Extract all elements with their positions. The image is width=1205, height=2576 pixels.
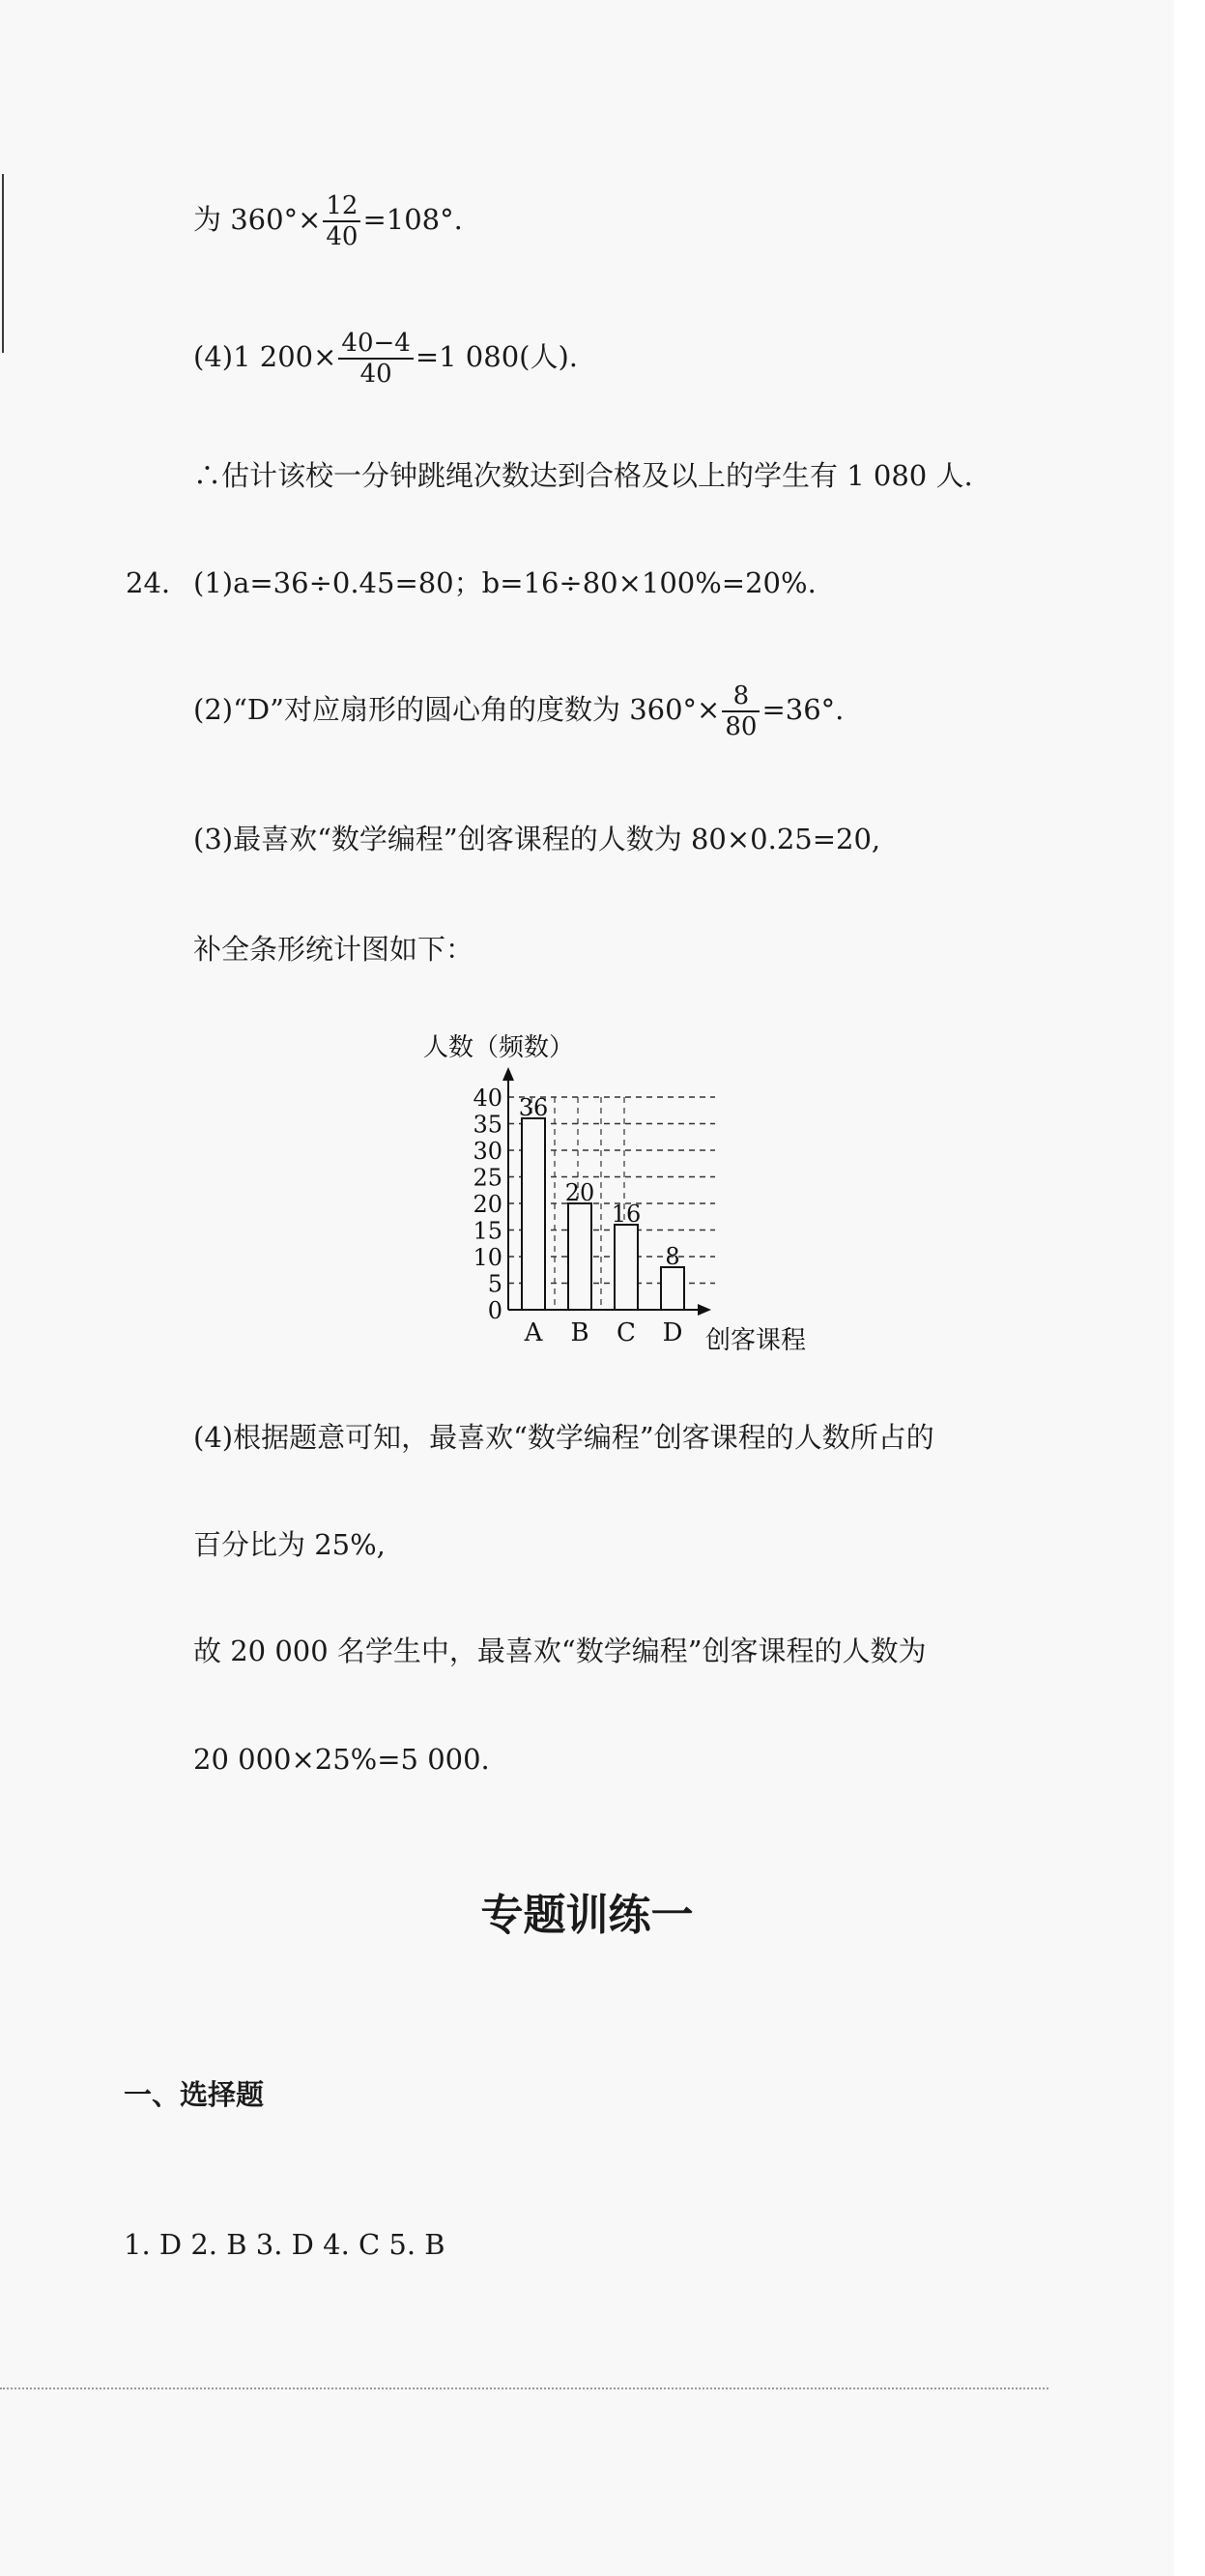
y-tick-label: 30 [473, 1138, 502, 1165]
question-number-24: 24. [126, 566, 171, 599]
y-tick-label: 0 [487, 1297, 502, 1324]
answer-line-complete-chart: 补全条形统计图如下： [193, 933, 474, 966]
fraction-8-80 [722, 681, 760, 741]
fraction-12-40 [323, 191, 360, 251]
fraction-denominator: 80 [725, 712, 758, 741]
page-bottom-divider [0, 2388, 1048, 2389]
text-run: =108°. [362, 203, 463, 236]
y-tick-label: 5 [487, 1270, 502, 1298]
answer-line-24-2 [193, 681, 844, 741]
answer-line-24-3: (3)最喜欢“数学编程”创客课程的人数为 80×0.25=20, [193, 823, 881, 855]
text-run: (4)1 200× [193, 340, 337, 373]
text-run: (2)“D”对应扇形的圆心角的度数为 360°× [193, 693, 721, 726]
y-axis-arrow [502, 1067, 514, 1081]
bar-value-label: 8 [665, 1243, 680, 1270]
left-margin-rule [2, 174, 4, 353]
text-run: =1 080(人). [415, 340, 578, 373]
bar [568, 1203, 591, 1310]
x-tick-label: A [524, 1318, 543, 1347]
x-axis-arrow [698, 1304, 711, 1316]
x-tick-label: C [617, 1318, 636, 1347]
fraction-denominator: 40 [326, 222, 359, 251]
choice-answers: 1. D 2. B 3. D 4. C 5. B [124, 2228, 445, 2261]
fraction-numerator: 12 [323, 191, 360, 222]
answer-line-percentage: 百分比为 25%, [193, 1528, 386, 1561]
x-tick-label: B [570, 1318, 589, 1347]
answer-line-24-4: (4)根据题意可知，最喜欢“数学编程”创客课程的人数所占的 [193, 1421, 934, 1454]
answer-line-estimate: ∴估计该校一分钟跳绳次数达到合格及以上的学生有 1 080 人. [193, 459, 973, 492]
y-tick-label: 10 [473, 1244, 502, 1271]
section-title: 专题训练一 [480, 1891, 694, 1940]
bar [615, 1225, 638, 1310]
x-tick-label: D [662, 1318, 683, 1347]
bar-value-label: 36 [518, 1094, 549, 1121]
page-margin [1174, 0, 1205, 2576]
y-tick-label: 25 [473, 1164, 502, 1192]
y-tick-label: 35 [473, 1111, 502, 1139]
bar [661, 1267, 684, 1310]
fraction-denominator: 40 [359, 360, 392, 389]
fraction-numerator: 8 [722, 681, 760, 712]
bar-value-label: 16 [611, 1201, 642, 1228]
y-axis-title: 人数（频数） [423, 1033, 575, 1062]
section-heading-choice: 一、选择题 [124, 2078, 265, 2111]
bar-chart [416, 1025, 841, 1358]
answer-line-part4 [193, 329, 578, 389]
y-tick-label: 40 [473, 1085, 502, 1112]
answer-line-20000: 故 20 000 名学生中，最喜欢“数学编程”创客课程的人数为 [193, 1635, 927, 1667]
fraction-36-40 [338, 329, 413, 389]
bar [522, 1118, 545, 1310]
text-run: 为 360°× [193, 203, 322, 236]
text-run: =36°. [761, 693, 845, 726]
bar-value-label: 20 [564, 1179, 595, 1206]
answer-line-24-1: (1)a=36÷0.45=80；b=16÷80×100%=20%. [193, 566, 817, 599]
y-tick-label: 15 [473, 1217, 502, 1245]
fraction-numerator: 40−4 [338, 329, 413, 360]
answer-line-result: 20 000×25%=5 000. [193, 1743, 490, 1776]
y-tick-label: 20 [473, 1191, 502, 1218]
x-axis-title: 创客课程 [705, 1326, 807, 1355]
answer-line-sector-108 [193, 191, 463, 251]
